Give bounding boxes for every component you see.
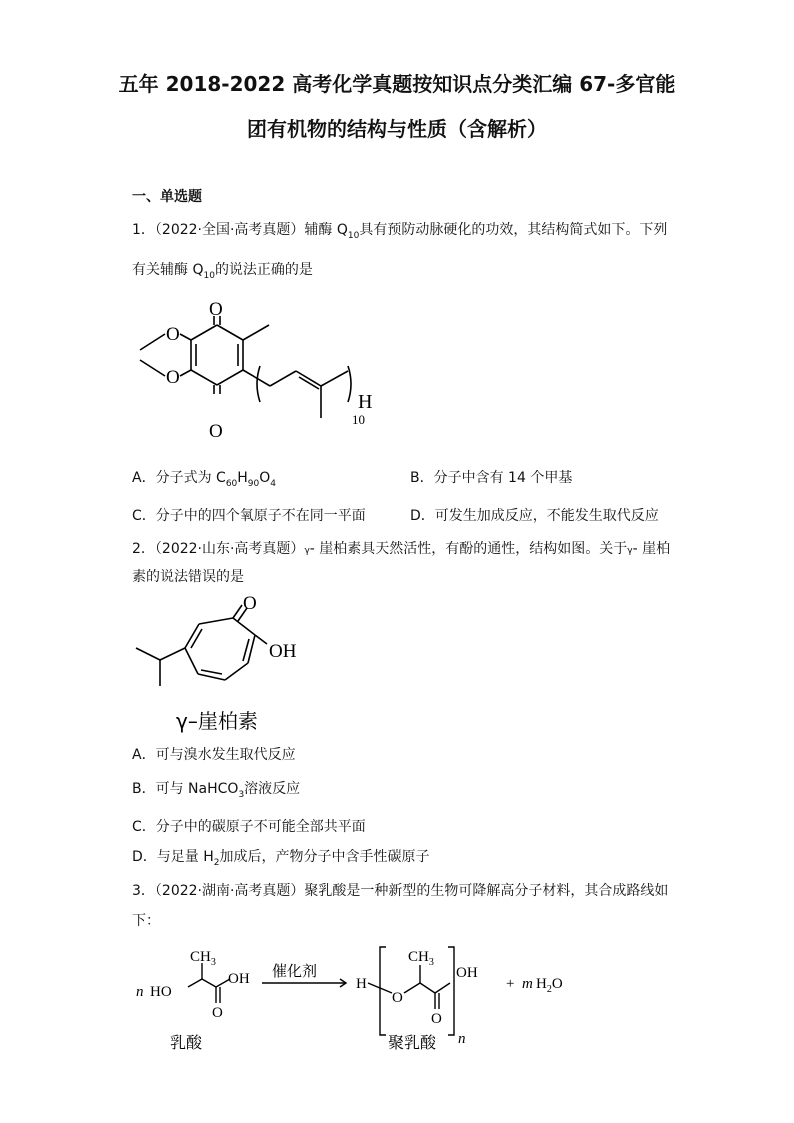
q3-catalyst-label: 催化剂 <box>272 962 318 980</box>
document-title-line-1: 五年 2018-2022 高考化学真题按知识点分类汇编 67-多官能 <box>118 72 676 96</box>
q3-polymer-end-h: H <box>356 976 367 992</box>
q1-methoxy-oxygen-1: O <box>166 324 180 345</box>
section-heading: 一、单选题 <box>132 189 202 205</box>
q1-option-d: D．可发生加成反应，不能发生取代反应 <box>410 508 659 524</box>
q1-stem-line-1: 1．（2022·全国·高考真题）辅酶 $Q_{10}$具有预防动脉硬化的功效，其结构简式如下。下列 <box>132 222 668 241</box>
q2-stem-line-2: 素的说法错误的是 <box>132 569 244 585</box>
coenzyme-q10-structure <box>130 298 390 448</box>
q2-option-d: D．与足量 $H_2$加成后，产物分子中含手性碳原子 <box>132 849 430 868</box>
q3-lactic-acid-label: 乳酸 <box>170 1033 203 1052</box>
q3-water: $H_2O$ <box>536 976 563 995</box>
q1-stem-line-2: 有关辅酶 $Q_{10}$的说法正确的是 <box>132 262 313 281</box>
q3-lactic-carbonyl-oxygen: O <box>212 1005 223 1021</box>
q1-oxygen-top: O <box>209 299 223 320</box>
q3-lactic-carboxyl-oh: OH <box>228 971 250 987</box>
polylactic-acid-synthesis-scheme <box>130 935 600 1060</box>
q2-carbonyl-oxygen: O <box>243 593 257 614</box>
q1-option-c: C．分子中的四个氧原子不在同一平面 <box>132 508 366 524</box>
q3-coefficient-m: m <box>522 976 533 992</box>
q2-stem-line-1: 2．（2022·山东·高考真题）γ- 崖柏素具天然活性，有酚的通性，结构如图。关于γ- 崖柏 <box>132 541 671 557</box>
q2-hydroxyl: OH <box>269 641 297 662</box>
q2-option-c: C．分子中的碳原子不可能全部共平面 <box>132 819 366 835</box>
document-title-line-2: 团有机物的结构与性质（含解析） <box>247 117 547 141</box>
q1-hydrogen: H <box>358 391 373 413</box>
q3-stem-line-2: 下： <box>132 913 160 929</box>
q3-polymer-methyl: $CH_3$ <box>408 949 434 968</box>
q3-stem-line-1: 3．（2022·湖南·高考真题）聚乳酸是一种新型的生物可降解高分子材料，其合成路线如 <box>132 883 669 899</box>
q3-polymer-carbonyl-oxygen: O <box>431 1011 442 1027</box>
q1-option-b: B．分子中含有 14 个甲基 <box>410 470 573 486</box>
q3-polymer-end-oh: OH <box>456 965 478 981</box>
gamma-thujaplicin-structure <box>130 588 330 738</box>
q1-oxygen-bottom: O <box>209 421 223 442</box>
q3-lactic-hydroxyl: HO <box>150 984 172 1000</box>
q3-polymer-ester-oxygen: O <box>392 990 403 1006</box>
q3-plus-sign: + <box>506 976 515 992</box>
q3-polylactic-acid-label: 聚乳酸 <box>388 1033 437 1052</box>
q2-option-b: B．可与 NaHCO$_3$溶液反应 <box>132 781 301 800</box>
q3-degree-n: n <box>458 1031 466 1047</box>
q1-option-a: A．分子式为 $C_{60}H_{90}O_4$ <box>132 470 277 489</box>
q2-option-a: A．可与溴水发生取代反应 <box>132 747 296 763</box>
q1-methoxy-oxygen-2: O <box>166 367 180 388</box>
q3-coefficient-n: n <box>136 984 144 1000</box>
q3-lactic-methyl: $CH_3$ <box>190 949 216 968</box>
q1-repeat-count: 10 <box>352 412 365 427</box>
q2-compound-name: γ–崖柏素 <box>176 709 258 733</box>
